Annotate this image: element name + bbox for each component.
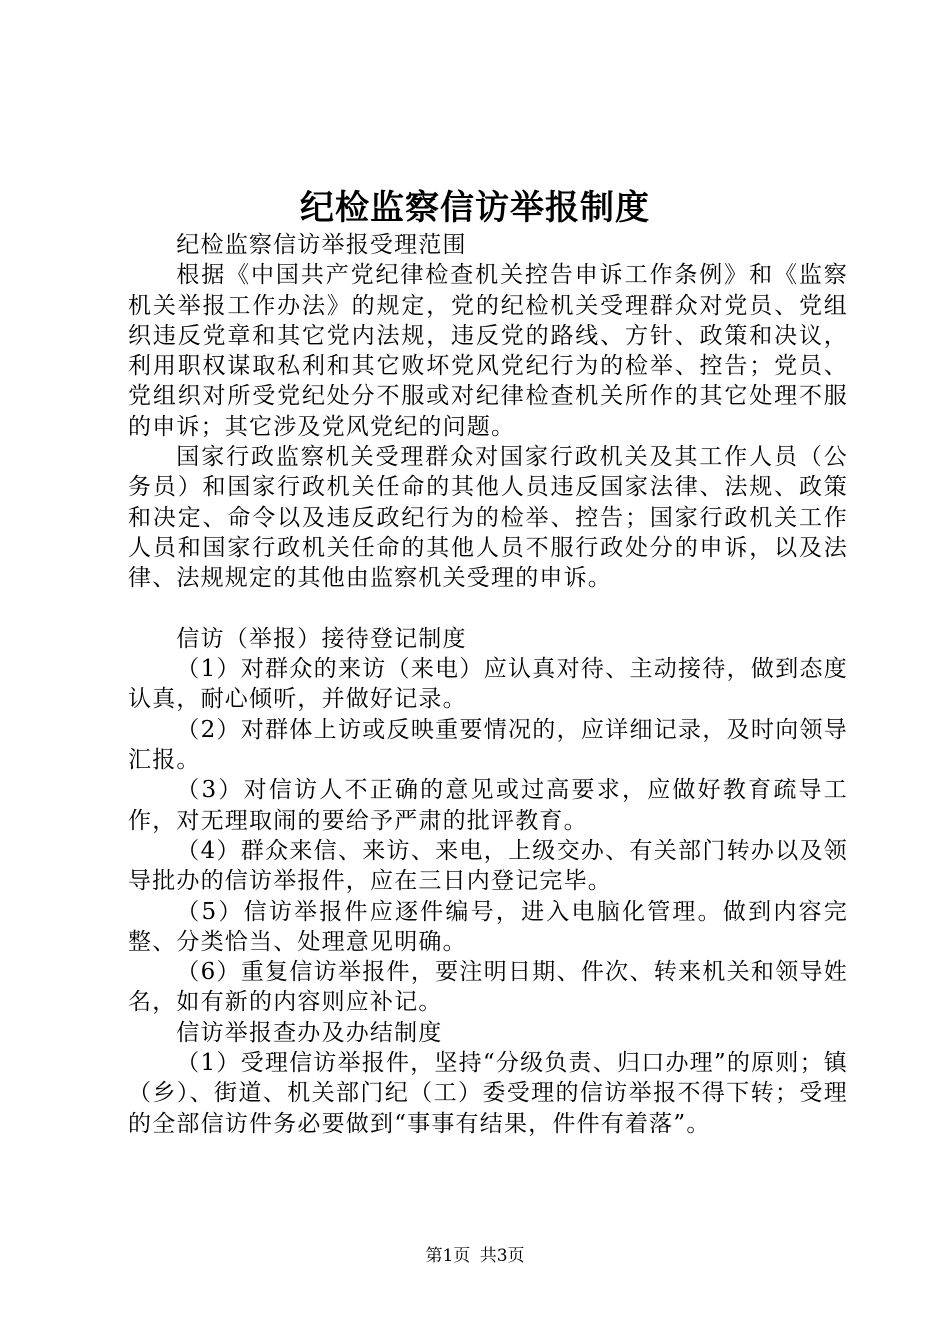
section-spacer <box>128 594 848 624</box>
page-number: 第1页 <box>425 1246 471 1266</box>
page-total: 共3页 <box>479 1246 525 1266</box>
list-item-registration-1: （1）对群众的来访（来电）应认真对待、主动接待，做到态度认真，耐心倾听，并做好记录。 <box>128 656 848 713</box>
document-body <box>128 230 848 1139</box>
document-title: 纪检监察信访举报制度 <box>300 188 650 228</box>
list-item-registration-6: （6）重复信访举报件，要注明日期、件次、转来机关和领导姓名，如有新的内容则应补记。 <box>128 959 848 1016</box>
paragraph-party-scope: 根据《中国共产党纪律检查机关控告申诉工作条例》和《监察机关举报工作办法》的规定，党的纪检机关受理群众对党员、党组织违反党章和其它党内法规，违反党的路线、方针、政策和决议，利用职权谋取私利和其它败坏党风党纪行为的检举、控告；党员、党组织对所受党纪处分不服或对纪律检查机关所作的其它处理不服的申诉；其它涉及党风党纪的问题。 <box>128 262 848 440</box>
paragraph-admin-scope: 国家行政监察机关受理群众对国家行政机关及其工作人员（公务员）和国家行政机关任命的其他人员违反国家法律、法规、政策和决定、命令以及违反政纪行为的检举、控告；国家行政机关工作人员和国家行政机关任命的其他人员不服行政处分的申诉，以及法律、法规规定的其他由监察机关受理的申诉。 <box>128 444 848 592</box>
section-heading-scope: 纪检监察信访举报受理范围 <box>176 232 467 258</box>
list-item-handling-1: （1）受理信访举报件，坚持“分级负责、归口办理”的原则；镇（乡）、街道、机关部门纪（工）委受理的信访举报不得下转；受理的全部信访件务必要做到“事事有结果，件件有着落”。 <box>128 1050 848 1137</box>
list-item-registration-4: （4）群众来信、来访、来电，上级交办、有关部门转办以及领导批办的信访举报件，应在三日内登记完毕。 <box>128 837 848 895</box>
section-heading-handling: 信访举报查办及办结制度 <box>176 1019 443 1046</box>
page-footer <box>0 1244 950 1268</box>
list-item-registration-2: （2）对群体上访或反映重要情况的，应详细记录，及时向领导汇报。 <box>128 716 848 774</box>
list-item-registration-5: （5）信访举报件应逐件编号，进入电脑化管理。做到内容完整、分类恰当、处理意见明确。 <box>128 898 848 955</box>
section-heading-registration: 信访（举报）接待登记制度 <box>176 625 467 652</box>
list-item-registration-3: （3）对信访人不正确的意见或过高要求，应做好教育疏导工作，对无理取闹的要给予严肃的批评教育。 <box>128 777 848 834</box>
